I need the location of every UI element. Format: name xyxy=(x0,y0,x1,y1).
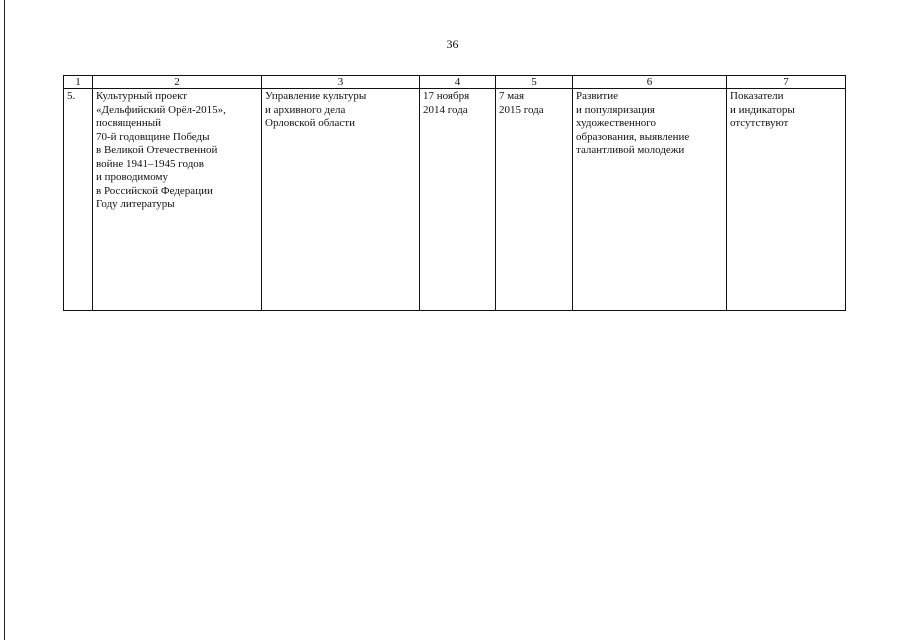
project-line: 70-й годовщине Победы xyxy=(96,130,210,143)
cell-start-date xyxy=(420,89,496,311)
start-date-line: 2014 года xyxy=(423,103,468,116)
header-col-6: 6 xyxy=(573,76,727,89)
scan-left-edge xyxy=(4,0,5,640)
project-line: войне 1941–1945 годов xyxy=(96,157,204,170)
header-col-2: 2 xyxy=(93,76,262,89)
cell-result xyxy=(573,89,727,311)
cell-indicators xyxy=(727,89,846,311)
executor-line: Орловской области xyxy=(265,117,355,129)
result-line: образования, выявление xyxy=(576,130,690,143)
header-col-7: 7 xyxy=(727,76,846,89)
page-number: 36 xyxy=(446,37,459,51)
project-line: Культурный проект xyxy=(96,90,188,102)
project-line: в Российской Федерации xyxy=(96,184,213,197)
document-table xyxy=(63,75,846,311)
end-date-line: 7 мая xyxy=(499,90,525,102)
project-line: и проводимому xyxy=(96,171,169,183)
header-row xyxy=(64,76,846,89)
indicators-line: отсутствуют xyxy=(730,117,789,129)
cell-number xyxy=(64,89,93,311)
indicators-line: и индикаторы xyxy=(730,103,795,116)
indicators-line: Показатели xyxy=(730,90,784,102)
row-number: 5. xyxy=(67,90,76,102)
end-date-line: 2015 года xyxy=(499,103,544,116)
header-col-1: 1 xyxy=(64,76,93,89)
cell-executor xyxy=(262,89,420,311)
result-line: художественного xyxy=(576,117,657,129)
cell-project xyxy=(93,89,262,311)
project-line: посвященный xyxy=(96,117,162,129)
header-col-4: 4 xyxy=(420,76,496,89)
project-line: в Великой Отечественной xyxy=(96,144,218,156)
start-date-line: 17 ноября xyxy=(423,90,470,102)
executor-line: Управление культуры xyxy=(265,90,367,102)
project-line: «Дельфийский Орёл-2015», xyxy=(96,103,226,116)
result-line: талантливой молодежи xyxy=(576,144,685,156)
cell-end-date xyxy=(496,89,573,311)
header-col-3: 3 xyxy=(262,76,420,89)
executor-line: и архивного дела xyxy=(265,103,346,116)
table-row xyxy=(64,89,846,311)
result-line: Развитие xyxy=(576,90,619,102)
header-col-5: 5 xyxy=(496,76,573,89)
result-line: и популяризация xyxy=(576,103,655,116)
project-line: Году литературы xyxy=(96,198,175,210)
